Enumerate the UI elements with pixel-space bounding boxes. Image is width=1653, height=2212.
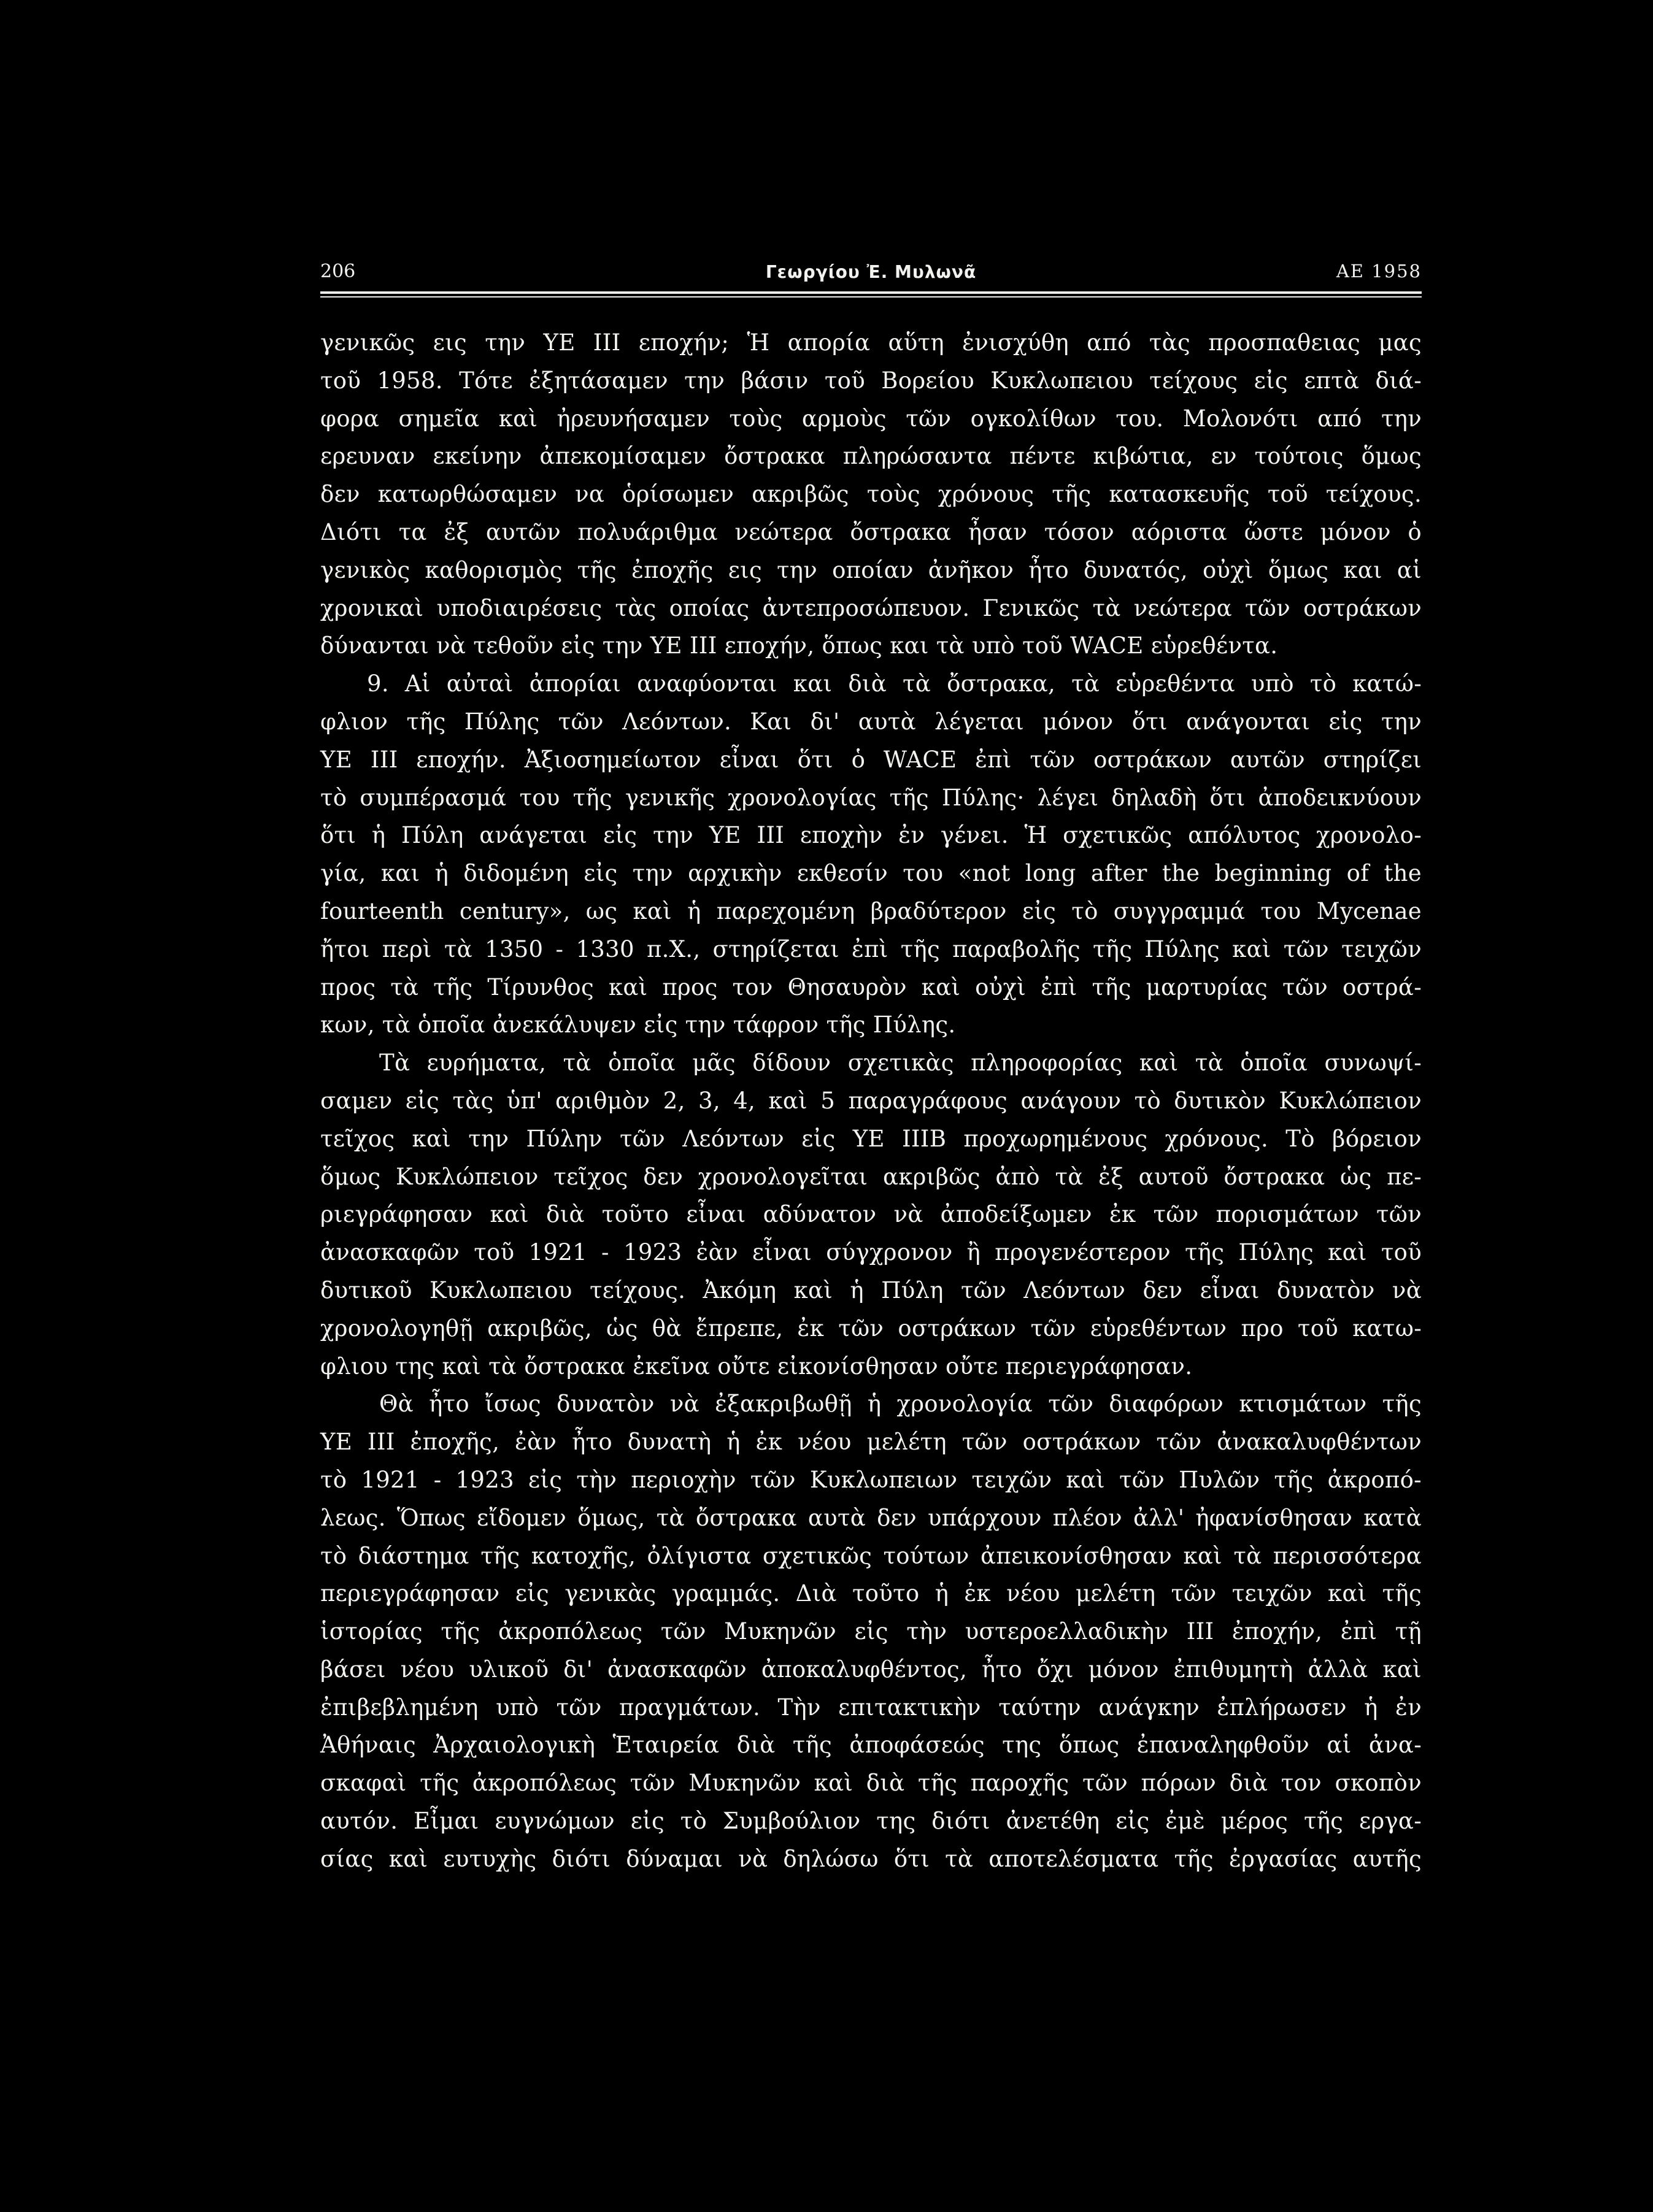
running-title: Γεωργίου Ἐ. Μυλωνᾶ: [765, 262, 977, 282]
text-line: δύνανται νὰ τεθοῦν εἰς την ΥΕ III εποχήν, ὅπως και τὰ υπὸ τοῦ WACE εὑρεθέντα.: [320, 632, 1278, 659]
text-line: τὸ συμπέρασμά του τῆς γενικῆς χρονολογίας τῆς Πύλης· λέγει δηλαδὴ ὅτι ἀποδεικνύουν: [320, 784, 1422, 811]
text-line: λεως. Ὅπως εἴδομεν ὅμως, τὰ ὄστρακα αυτὰ δεν υπάρχουν πλέον ἀλλ' ἠφανίσθησαν κατὰ: [320, 1504, 1422, 1531]
text-line: ὅμως Κυκλώπειον τεῖχος δεν χρονολογεῖται ακριβῶς ἀπὸ τὰ ἐξ αυτοῦ ὄστρακα ὡς πε-: [320, 1163, 1422, 1190]
text-line: σαμεν εἰς τὰς ὑπ' αριθμὸν 2, 3, 4, καὶ 5 παραγράφους ανάγουν τὸ δυτικὸν Κυκλώπειον: [320, 1087, 1422, 1114]
text-line: κων, τὰ ὁποῖα ἀνεκάλυψεν εἰς την τάφρον τῆς Πύλης.: [320, 1012, 956, 1039]
text-line: γία, και ἡ διδομένη εἰς την αρχικὴν εκθεσίν του «not long after the beginning of the: [320, 860, 1422, 887]
header-rule-top: [320, 291, 1422, 294]
text-line: αυτόν. Εἶμαι ευγνώμων εἰς τὸ Συμβούλιον της διότι ἀνετέθη εἰς ἐμὲ μέρος τῆς εργα-: [320, 1808, 1422, 1835]
text-line: 9. Αἱ αὐταὶ ἀπορίαι αναφύονται και διὰ τὰ ὄστρακα, τὰ εὑρεθέντα υπὸ τὸ κατώ-: [367, 670, 1422, 697]
text-line: Διότι τα ἐξ αυτῶν πολυάριθμα νεώτερα ὄστρακα ἦσαν τόσον αόριστα ὥστε μόνον ὁ: [320, 518, 1422, 545]
text-line: τὸ διάστημα τῆς κατοχῆς, ὀλίγιστα σχετικῶς τούτων ἀπεικονίσθησαν καὶ τὰ περισσότερα: [320, 1542, 1422, 1569]
text-line: χρονικαὶ υποδιαιρέσεις τὰς οποίας ἀντεπροσώπευον. Γενικῶς τὰ νεώτερα τῶν οστράκων: [320, 594, 1422, 621]
text-line: περιεγράφησαν εἰς γενικὰς γραμμάς. Διὰ τοῦτο ἡ ἐκ νέου μελέτη τῶν τειχῶν καὶ τῆς: [320, 1580, 1422, 1607]
text-line: φλιον τῆς Πύλης τῶν Λεόντων. Και δι' αυτὰ λέγεται μόνον ὅτι ανάγονται εἰς την: [320, 708, 1422, 735]
text-line: γενικῶς εις την ΥΕ III εποχήν; Ἡ απορία αὕτη ἐνισχύθη από τὰς προσπαθειας μας: [320, 329, 1422, 356]
text-line: ἱστορίας τῆς ἀκροπόλεως τῶν Μυκηνῶν εἰς τὴν υστεροελλαδικὴν III ἐποχήν, ἐπὶ τῇ: [320, 1618, 1422, 1645]
text-line: δυτικοῦ Κυκλωπειου τείχους. Ἀκόμη καὶ ἡ Πύλη τῶν Λεόντων δεν εἶναι δυνατὸν νὰ: [320, 1277, 1422, 1304]
header-rule-bottom: [320, 296, 1422, 298]
text-line: ὅτι ἡ Πύλη ανάγεται εἰς την ΥΕ III εποχὴν ἐν γένει. Ἡ σχετικῶς απόλυτος χρονολο-: [320, 822, 1422, 849]
text-line: Ἀθήναις Ἀρχαιολογικὴ Ἑταιρεία διὰ τῆς ἀποφάσεώς της ὅπως ἐπαναληφθοῦν αἱ ἀνα-: [320, 1732, 1422, 1759]
text-line: προς τὰ τῆς Τίρυνθος καὶ προς τον Θησαυρὸν καὶ οὐχὶ ἐπὶ τῆς μαρτυρίας τῶν οστρά-: [320, 974, 1422, 1000]
text-line: σίας καὶ ευτυχὴς διότι δύναμαι νὰ δηλώσω ὅτι τὰ αποτελέσματα τῆς ἐργασίας αυτῆς: [320, 1845, 1422, 1872]
text-line: βάσει νέου υλικοῦ δι' ἀνασκαφῶν ἀποκαλυφθέντος, ἦτο ὄχι μόνον ἐπιθυμητὴ ἀλλὰ καὶ: [320, 1656, 1422, 1683]
journal-reference: ΑΕ 1958: [1336, 261, 1422, 282]
text-line: ἐπιβεβλημένη υπὸ τῶν πραγμάτων. Τὴν επιτακτικὴν ταύτην ανάγκην ἐπλήρωσεν ἡ ἐν: [320, 1694, 1422, 1721]
text-line: ερευναν εκείνην ἀπεκομίσαμεν ὄστρακα πληρώσαντα πέντε κιβώτια, εν τούτοις ὅμως: [320, 443, 1422, 470]
page-number: 206: [320, 261, 356, 282]
text-line: δεν κατωρθώσαμεν να ὁρίσωμεν ακριβῶς τοὺς χρόνους τῆς κατασκευῆς τοῦ τείχους.: [320, 481, 1422, 508]
text-line: ἀνασκαφῶν τοῦ 1921 - 1923 ἐὰν εἶναι σύγχρονον ἢ προγενέστερον τῆς Πύλης καὶ τοῦ: [320, 1239, 1422, 1266]
body-text: [320, 324, 1422, 1878]
text-line: ριεγράφησαν καὶ διὰ τοῦτο εἶναι αδύνατον νὰ ἀποδείξωμεν ἐκ τῶν πορισμάτων τῶν: [320, 1201, 1422, 1228]
text-line: ΥΕ III ἐποχῆς, ἐὰν ἦτο δυνατὴ ἡ ἐκ νέου μελέτη τῶν οστράκων τῶν ἀνακαλυφθέντων: [320, 1429, 1422, 1456]
text-line: χρονολογηθῇ ακριβῶς, ὡς θὰ ἔπρεπε, ἐκ τῶν οστράκων τῶν εὑρεθέντων προ τοῦ κατω-: [320, 1315, 1422, 1342]
text-line: σκαφαὶ τῆς ἀκροπόλεως τῶν Μυκηνῶν καὶ διὰ τῆς παροχῆς τῶν πόρων διὰ τον σκοπὸν: [320, 1770, 1422, 1797]
text-line: τεῖχος καὶ την Πύλην τῶν Λεόντων εἰς ΥΕ ΙΙΙΒ προχωρημένους χρόνους. Τὸ βόρειον: [320, 1125, 1422, 1152]
page-header: [320, 261, 1422, 291]
text-line: ΥΕ III εποχήν. Ἀξιοσημείωτον εἶναι ὅτι ὁ WACE ἐπὶ τῶν οστράκων αυτῶν στηρίζει: [320, 746, 1422, 773]
text-line: τοῦ 1958. Τότε ἐξητάσαμεν την βάσιν τοῦ Βορείου Κυκλωπειου τείχους εἰς επτὰ διά-: [320, 367, 1422, 394]
text-line: φλιου της καὶ τὰ ὄστρακα ἐκεῖνα οὔτε εἰκονίσθησαν οὔτε περιεγράφησαν.: [320, 1353, 1193, 1380]
text-line: ἤτοι περὶ τὰ 1350 - 1330 π.Χ., στηρίζεται ἐπὶ τῆς παραβολῆς τῆς Πύλης καὶ τῶν τειχῶν: [320, 935, 1422, 962]
text-line: φορα σημεῖα καὶ ἠρευνήσαμεν τοὺς αρμοὺς τῶν ογκολίθων του. Μολονότι από την: [320, 405, 1422, 432]
text-line: fourteenth century», ως καὶ ἡ παρεχομένη βραδύτερον εἰς τὸ συγγραμμά του Mycenae: [320, 897, 1422, 924]
text-line: Θὰ ἦτο ἴσως δυνατὸν νὰ ἐξακριβωθῇ ἡ χρονολογία τῶν διαφόρων κτισμάτων τῆς: [379, 1391, 1422, 1418]
text-line: Τὰ ευρήματα, τὰ ὁποῖα μᾶς δίδουν σχετικὰς πληροφορίας καὶ τὰ ὁποῖα συνωψί-: [379, 1050, 1422, 1077]
text-line: τὸ 1921 - 1923 εἰς τὴν περιοχὴν τῶν Κυκλωπειων τειχῶν καὶ τῶν Πυλῶν τῆς ἀκροπό-: [320, 1466, 1422, 1493]
text-line: γενικὸς καθορισμὸς τῆς ἐποχῆς εις την οποίαν ἀνῆκον ἦτο δυνατός, οὐχὶ ὅμως και αἱ: [320, 556, 1422, 583]
